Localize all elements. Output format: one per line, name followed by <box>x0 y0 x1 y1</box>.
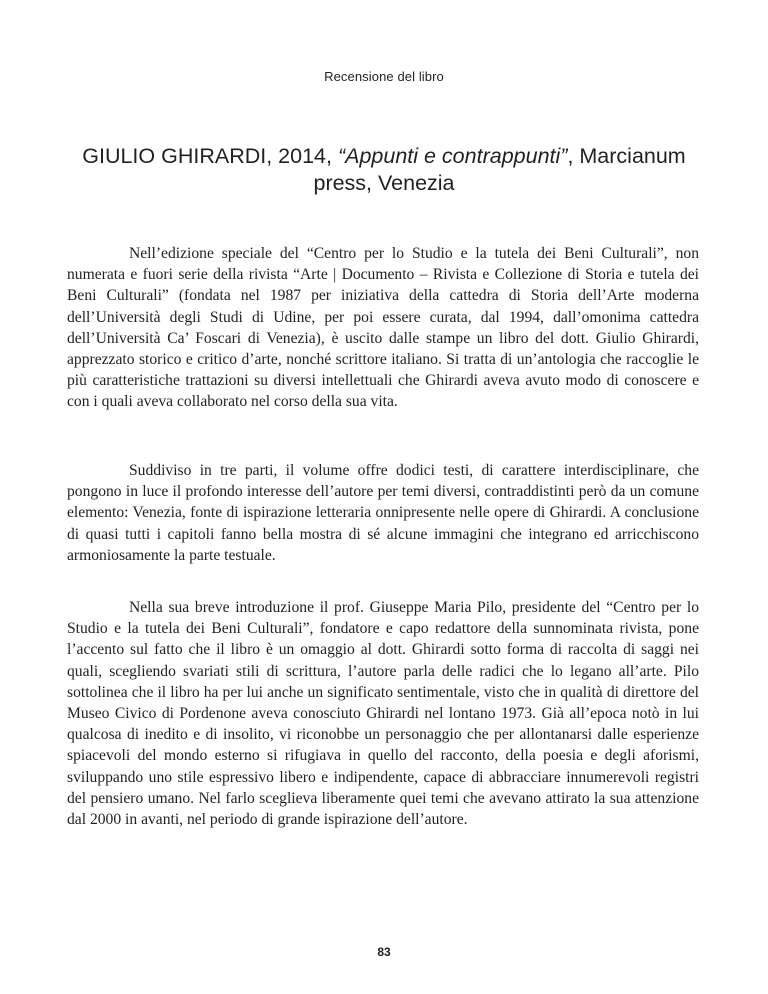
body-paragraph-1: Nell’edizione speciale del “Centro per lo Studio e la tutela dei Beni Culturali”, non numerata e fuori serie della rivista “Arte | Documento – Rivista e Collezione di Storia e tutela dei Beni Culturali” (fondata nel 1987 per iniziativa della cattedra di Storia dell’Arte moderna dell’Università degli Studi di Udine, per poi essere curata, dal 1994, dall’omonima cattedra dell’Università Ca’ Foscari di Venezia), è uscito dalle stampe un libro del dott. Giulio Ghirardi, apprezzato storico e critico d’arte, nonché scrittore italiano. Si tratta di un’antologia che raccoglie le più caratteristiche trattazioni su diversi intellettuali che Ghirardi aveva avuto modo di conoscere e con i quali aveva collaborato nel corso della sua vita. <box>67 245 699 411</box>
body-paragraph-2: Suddiviso in tre parti, il volume offre dodici testi, di carattere interdisciplinare, che pongono in luce il profondo interesse dell’autore per temi diversi, contraddistinti però da un comune elemento: Venezia, fonte di ispirazione letteraria onnipresente nelle opere di Ghirardi. A conclusione di quasi tutti i capitoli fanno bella mostra di sé alcune immagini che integrano ed arricchiscono armoniosamente la parte testuale. <box>67 462 699 564</box>
title-book-title: “Appunti e contrappunti” <box>337 144 568 168</box>
title-author-year: GIULIO GHIRARDI, 2014, <box>82 144 338 168</box>
running-head: Recensione del libro <box>324 69 444 84</box>
body-paragraph-3: Nella sua breve introduzione il prof. Giuseppe Maria Pilo, presidente del “Centro per lo Studio e la tutela dei Beni Culturali”, fondatore e capo redattore della sunnominata rivista, pone l’accento sul fatto che il libro è un omaggio al dott. Ghirardi sotto forma di raccolta di saggi nei quali, scegliendo svariati stili di scrittura, l’autore parla delle radici che lo legano all’arte. Pilo sottolinea che il libro ha per lui anche un significato sentimentale, visto che in qualità di direttore del Museo Civico di Pordenone aveva conosciuto Ghirardi nel lontano 1973. Già all’epoca notò in lui qualcosa di inedito e di insolito, vi riconobbe un personaggio che per allontanarsi dalle esperienze spiacevoli del mondo esterno si rifugiava in quello del racconto, della poesia e degli aforismi, sviluppando uno stile espressivo libero e indipendente, capace di abbracciare innumerevoli registri del pensiero umano. Nel farlo sceglieva liberamente quei temi che avevano attirato la sua attenzione dal 2000 in avanti, nel periodo di grande ispirazione dell’autore. <box>67 599 699 829</box>
article-title <box>60 143 708 197</box>
title-publisher: , Marcianum press, Venezia <box>313 144 686 195</box>
page-number: 83 <box>377 945 391 959</box>
